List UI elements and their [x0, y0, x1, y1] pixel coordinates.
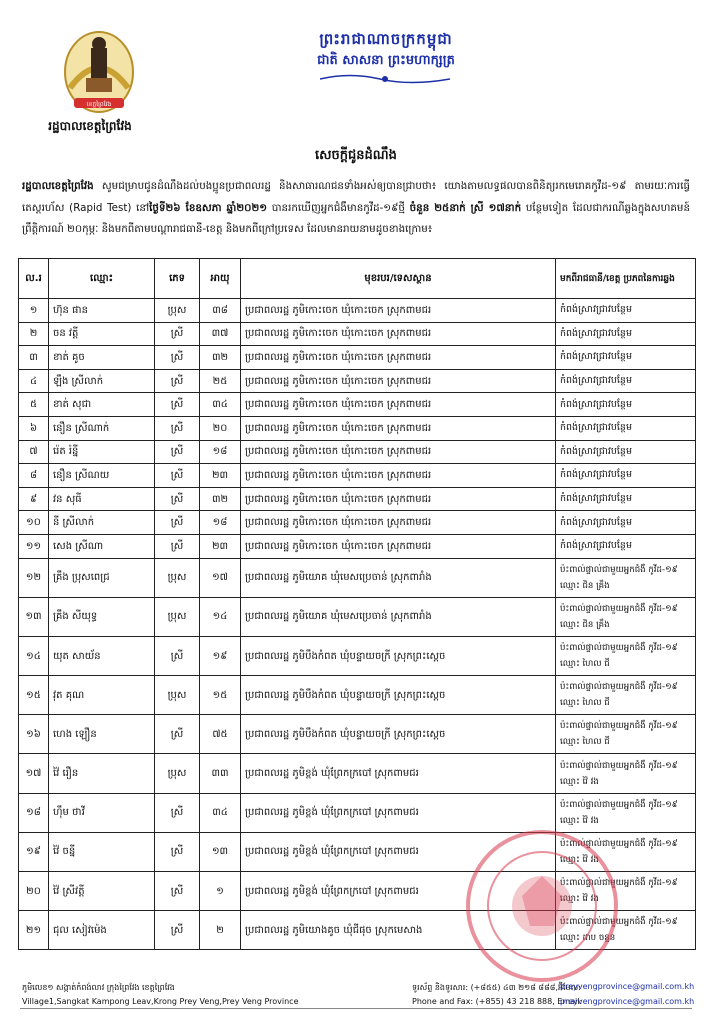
cell-age: ៣៤	[200, 793, 241, 832]
intro-part-1: សូមជម្រាបជូនដំណឹងដល់បងប្អូនប្រជាពលរដ្ឋ និងសាធារណជនទាំងអស់ឲ្យបានជ្រាបថា៖ យោងតាមលទ្ធផលបានពិនិត្យរកមេរោគកូវីដ-១៩ តាមរយៈការធ្វើតេស្តរហ័ស (Rapid Test) នៅ	[22, 180, 690, 214]
footer-email-link-english[interactable]: preyvengprovince@gmail.com.kh	[560, 997, 695, 1006]
header-sex: ភេទ	[155, 259, 200, 299]
cell-age: ១	[200, 872, 241, 911]
cell-name: ឡឹង ស្រីលាក់	[49, 369, 155, 393]
cell-address: ប្រជាពលរដ្ឋ ភូមិកោះចេក ឃុំកោះចេក ស្រុកពាមជរ	[241, 416, 556, 440]
table-row	[19, 299, 696, 323]
cell-address: ប្រជាពលរដ្ឋ ភូមិយោងគូច ឃុំជីផុច ស្រុកមេសាង	[241, 911, 556, 950]
cell-name: វ៉ៃ ចន្នី	[49, 832, 155, 871]
cell-no: ២០	[19, 872, 49, 911]
cell-age: ១៤	[200, 597, 241, 636]
cell-sex: ស្រី	[155, 636, 200, 675]
intro-date: ថ្ងៃទី២៦ ខែឧសភា ឆ្នាំ២០២១	[149, 201, 268, 214]
cell-origin: កំពង់ស្រាវជ្រាវបន្ថែម	[556, 416, 696, 440]
cell-no: ១៨	[19, 793, 49, 832]
table-row	[19, 558, 696, 597]
cell-no: ២១	[19, 911, 49, 950]
intro-paragraph	[22, 176, 690, 241]
table-row	[19, 636, 696, 675]
cell-no: ៤	[19, 369, 49, 393]
cell-age: ៣៤	[200, 393, 241, 417]
cell-address: ប្រជាពលរដ្ឋ ភូមិខ្ពង់ ឃុំព្រែកក្របៅ ស្រុកពាមជរ	[241, 754, 556, 793]
cell-sex: ស្រី	[155, 487, 200, 511]
cell-no: ៧	[19, 440, 49, 464]
intro-count: ចំនួន ២៥នាក់ ស្រី ១៧នាក់	[409, 201, 522, 214]
cell-age: ២៣	[200, 534, 241, 558]
cell-origin: ប៉ះពាល់ផ្ទាល់ជាមួយអ្នកជំងឺ កូវីដ-១៩ ឈ្មោះ វ៉ៃ វង	[556, 872, 696, 911]
cell-origin: កំពង់ស្រាវជ្រាវបន្ថែម	[556, 393, 696, 417]
cell-no: ១៩	[19, 832, 49, 871]
cell-sex: ស្រី	[155, 911, 200, 950]
cell-address: ប្រជាពលរដ្ឋ ភូមិកោះចេក ឃុំកោះចេក ស្រុកពាមជរ	[241, 322, 556, 346]
cell-sex: ស្រី	[155, 464, 200, 488]
cell-address: ប្រជាពលរដ្ឋ ភូមិកោះចេក ឃុំកោះចេក ស្រុកពាមជរ	[241, 487, 556, 511]
intro-part-2: បានរកឃើញអ្នកជំងឺមានកូវីដ-១៩ថ្មី	[267, 201, 410, 214]
cell-name: ហេង ឡឿន	[49, 715, 155, 754]
footer-phone-khmer: ទូរស័ព្ទ និងទូរសារ: (+៨៥៥) ៤៣ ២១៨ ៨៨៨,អ៊ីមែល:	[412, 983, 581, 992]
intro-part-3: បន្ថែមទៀត ដែលជាករណីឆ្លងក្នុងសហគមន៍ ព្រឹត្តិការណ៍ ២០កុម្ភៈ និងមកពីតាមបណ្ដារាជធានី-ខេត្ត និងមកពីក្រៅប្រទេស ដែលមានរាយនាមដូចខាងក្រោម៖	[22, 201, 690, 235]
cell-origin: កំពង់ស្រាវជ្រាវបន្ថែម	[556, 440, 696, 464]
header-name: ឈ្មោះ	[49, 259, 155, 299]
cell-no: ១៣	[19, 597, 49, 636]
cell-sex: ប្រុស	[155, 299, 200, 323]
cell-name: វ៉ៃ ស្រីវត្តី	[49, 872, 155, 911]
official-seal-icon	[462, 826, 622, 986]
cell-name: រ៉េត រ៉ន្នី	[49, 440, 155, 464]
cell-address: ប្រជាពលរដ្ឋ ភូមិខ្ពង់ ឃុំព្រែកក្របៅ ស្រុកពាមជរ	[241, 832, 556, 871]
cell-sex: ស្រី	[155, 322, 200, 346]
cell-age: ២	[200, 911, 241, 950]
table-row	[19, 393, 696, 417]
cell-sex: ស្រី	[155, 832, 200, 871]
cell-name: ខាត់ សុជា	[49, 393, 155, 417]
cell-origin: កំពង់ស្រាវជ្រាវបន្ថែម	[556, 511, 696, 535]
cell-sex: ស្រី	[155, 793, 200, 832]
provincial-emblem-icon	[60, 28, 138, 120]
cell-sex: ស្រី	[155, 872, 200, 911]
cell-sex: ស្រី	[155, 393, 200, 417]
cell-age: ២៣	[200, 464, 241, 488]
cell-address: ប្រជាពលរដ្ឋ ភូមិកោះចេក ឃុំកោះចេក ស្រុកពាមជរ	[241, 511, 556, 535]
cell-name: យុត សាយ័ន	[49, 636, 155, 675]
cell-name: វ៉ៃ រឿន	[49, 754, 155, 793]
cell-origin: កំពង់ស្រាវជ្រាវបន្ថែម	[556, 464, 696, 488]
cell-sex: ស្រី	[155, 715, 200, 754]
cell-sex: ប្រុស	[155, 676, 200, 715]
header-address: មុខរបរ/ទេសស្ថាន	[241, 259, 556, 299]
cell-age: ១៥	[200, 676, 241, 715]
cell-origin: កំពង់ស្រាវជ្រាវបន្ថែម	[556, 487, 696, 511]
cell-age: ១៨	[200, 440, 241, 464]
cell-name: ខាត់ គូច	[49, 346, 155, 370]
cell-origin: កំពង់ស្រាវជ្រាវបន្ថែម	[556, 534, 696, 558]
cell-no: ១០	[19, 511, 49, 535]
table-row	[19, 754, 696, 793]
cell-origin: ប៉ះពាល់ផ្ទាល់ជាមួយអ្នកជំងឺ កូវីដ-១៩ ឈ្មោះ វ៉ៃ វង	[556, 793, 696, 832]
table-row	[19, 534, 696, 558]
cell-address: ប្រជាពលរដ្ឋ ភូមិយោគ ឃុំមេសប្រេចាន់ ស្រុកពារាំង	[241, 558, 556, 597]
ornament-divider-icon	[320, 72, 450, 86]
cell-name: នឿន ស្រីណាក់	[49, 416, 155, 440]
cell-address: ប្រជាពលរដ្ឋ ភូមិខ្ពង់ ឃុំព្រែកក្របៅ ស្រុកពាមជរ	[241, 793, 556, 832]
cell-name: វន សុធី	[49, 487, 155, 511]
emblem-caption: ខេត្តព្រៃវែង	[86, 101, 112, 108]
cell-address: ប្រជាពលរដ្ឋ ភូមិកោះចេក ឃុំកោះចេក ស្រុកពាមជរ	[241, 369, 556, 393]
cell-name: សេង ស្រីណា	[49, 534, 155, 558]
cell-age: ១៣	[200, 832, 241, 871]
cell-name: នី ស្រីលាក់	[49, 511, 155, 535]
table-row	[19, 369, 696, 393]
cell-no: ៦	[19, 416, 49, 440]
cell-age: ៧៥	[200, 715, 241, 754]
cell-no: ១៥	[19, 676, 49, 715]
cell-no: ២	[19, 322, 49, 346]
cell-age: ២០	[200, 416, 241, 440]
footer-address-khmer: ភូមិលេខ១ សង្កាត់កំពង់លាវ ក្រុងព្រៃវែង ខេត្តព្រៃវែង	[22, 983, 175, 992]
cell-address: ប្រជាពលរដ្ឋ ភូមិកោះចេក ឃុំកោះចេក ស្រុកពាមជរ	[241, 299, 556, 323]
table-row	[19, 464, 696, 488]
cell-no: ១៤	[19, 636, 49, 675]
cell-sex: ស្រី	[155, 511, 200, 535]
cell-origin: កំពង់ស្រាវជ្រាវបន្ថែម	[556, 346, 696, 370]
cell-name: គ្រឹង ប្រុសពេជ្រ	[49, 558, 155, 597]
table-row	[19, 440, 696, 464]
national-motto: ជាតិ សាសនា ព្រះមហាក្សត្រ	[317, 53, 455, 68]
cell-no: ៥	[19, 393, 49, 417]
table-header-row	[19, 259, 696, 299]
cell-no: ៨	[19, 464, 49, 488]
cell-sex: ប្រុស	[155, 754, 200, 793]
cell-no: ១	[19, 299, 49, 323]
intro-lead: រដ្ឋបាលខេត្តព្រៃវែង	[22, 180, 94, 192]
cell-name: ចន វត្តី	[49, 322, 155, 346]
cell-origin: ប៉ះពាល់ផ្ទាល់ជាមួយអ្នកជំងឺ កូវីដ-១៩ ឈ្មោះ ហៃល ជី	[556, 636, 696, 675]
cell-age: ៣២	[200, 487, 241, 511]
table-row	[19, 597, 696, 636]
cell-age: ១៨	[200, 511, 241, 535]
header-age: អាយុ	[200, 259, 241, 299]
cell-origin: ប៉ះពាល់ផ្ទាល់ជាមួយអ្នកជំងឺ កូវីដ-១៩ ឈ្មោះ ហៃល ជី	[556, 676, 696, 715]
cell-origin: កំពង់ស្រាវជ្រាវបន្ថែម	[556, 322, 696, 346]
cell-address: ប្រជាពលរដ្ឋ ភូមិកោះចេក ឃុំកោះចេក ស្រុកពាមជរ	[241, 534, 556, 558]
cell-age: ៣៣	[200, 754, 241, 793]
table-row	[19, 322, 696, 346]
cell-age: ១៩	[200, 636, 241, 675]
table-row	[19, 346, 696, 370]
table-row	[19, 715, 696, 754]
footer-email-link[interactable]: preyvengprovince@gmail.com.kh	[560, 982, 695, 991]
cell-name: គ្រឹង សីយុទ្ធ	[49, 597, 155, 636]
cell-sex: ស្រី	[155, 346, 200, 370]
issuing-authority: រដ្ឋបាលខេត្តព្រៃវែង	[48, 119, 132, 133]
cell-no: ៩	[19, 487, 49, 511]
cell-age: ៣២	[200, 346, 241, 370]
cell-origin: កំពង់ស្រាវជ្រាវបន្ថែម	[556, 299, 696, 323]
table-row	[19, 487, 696, 511]
cell-origin: ប៉ះពាល់ផ្ទាល់ជាមួយអ្នកជំងឺ កូវីដ-១៩ ឈ្មោះ ជិន គ្រឹង	[556, 558, 696, 597]
cell-name: ជុល សៀវម៉េង	[49, 911, 155, 950]
cell-name: នឿន ស្រីណយ	[49, 464, 155, 488]
cell-age: ២៥	[200, 369, 241, 393]
header-no: ល.រ	[19, 259, 49, 299]
cell-address: ប្រជាពលរដ្ឋ ភូមិកោះចេក ឃុំកោះចេក ស្រុកពាមជរ	[241, 346, 556, 370]
cell-age: ៣៧	[200, 322, 241, 346]
cell-address: ប្រជាពលរដ្ឋ ភូមិកោះចេក ឃុំកោះចេក ស្រុកពាមជរ	[241, 464, 556, 488]
cell-sex: ស្រី	[155, 416, 200, 440]
cell-address: ប្រជាពលរដ្ឋ ភូមិបឹងកំពត ឃុំបន្ទាយចក្រី ស្រុកព្រះស្ដេច	[241, 636, 556, 675]
cell-name: ហ៊ុន ផាន	[49, 299, 155, 323]
document-title: សេចក្ដីជូនដំណឹង	[315, 148, 397, 163]
cell-no: ៣	[19, 346, 49, 370]
cell-age: ១៧	[200, 558, 241, 597]
cell-no: ១៦	[19, 715, 49, 754]
cell-age: ៣៨	[200, 299, 241, 323]
cell-name: ហ៊ឹម ថាវី	[49, 793, 155, 832]
cell-address: ប្រជាពលរដ្ឋ ភូមិកោះចេក ឃុំកោះចេក ស្រុកពាមជរ	[241, 440, 556, 464]
cell-no: ១៧	[19, 754, 49, 793]
footer-divider	[20, 1008, 692, 1009]
cell-address: ប្រជាពលរដ្ឋ ភូមិបឹងកំពត ឃុំបន្ទាយចក្រី ស្រុកព្រះស្ដេច	[241, 676, 556, 715]
table-row	[19, 416, 696, 440]
table-row	[19, 676, 696, 715]
cell-address: ប្រជាពលរដ្ឋ ភូមិយោគ ឃុំមេសប្រេចាន់ ស្រុកពារាំង	[241, 597, 556, 636]
cell-origin: កំពង់ស្រាវជ្រាវបន្ថែម	[556, 369, 696, 393]
cell-origin: ប៉ះពាល់ផ្ទាល់ជាមួយអ្នកជំងឺ កូវីដ-១៩ ឈ្មោះ ដាប ចន្ទន	[556, 911, 696, 950]
cell-origin: ប៉ះពាល់ផ្ទាល់ជាមួយអ្នកជំងឺ កូវីដ-១៩ ឈ្មោះ ជិន គ្រឹង	[556, 597, 696, 636]
cell-origin: ប៉ះពាល់ផ្ទាល់ជាមួយអ្នកជំងឺ កូវីដ-១៩ ឈ្មោះ វ៉ៃ វង	[556, 832, 696, 871]
table-row	[19, 511, 696, 535]
header-origin: មកពីរាជធានី/ខេត្ត ប្រភពនៃការឆ្លង	[556, 259, 696, 299]
cell-sex: ប្រុស	[155, 597, 200, 636]
cell-address: ប្រជាពលរដ្ឋ ភូមិខ្ពង់ ឃុំព្រែកក្របៅ ស្រុកពាមជរ	[241, 872, 556, 911]
footer-phone-english: Phone and Fax: (+855) 43 218 888, Email:	[412, 997, 583, 1006]
cell-origin: ប៉ះពាល់ផ្ទាល់ជាមួយអ្នកជំងឺ កូវីដ-១៩ ឈ្មោះ វ៉ៃ វង	[556, 754, 696, 793]
cell-origin: ប៉ះពាល់ផ្ទាល់ជាមួយអ្នកជំងឺ កូវីដ-១៩ ឈ្មោះ ហៃល ជី	[556, 715, 696, 754]
kingdom-heading: ព្រះរាជាណាចក្រកម្ពុជា	[319, 30, 453, 48]
footer-address-english: Village1,Sangkat Kampong Leav,Krong Prey Veng,Prey Veng Province	[22, 997, 299, 1006]
cell-name: វុត គុណ	[49, 676, 155, 715]
cell-address: ប្រជាពលរដ្ឋ ភូមិបឹងកំពត ឃុំបន្ទាយចក្រី ស្រុកព្រះស្ដេច	[241, 715, 556, 754]
cell-sex: ស្រី	[155, 440, 200, 464]
cell-address: ប្រជាពលរដ្ឋ ភូមិកោះចេក ឃុំកោះចេក ស្រុកពាមជរ	[241, 393, 556, 417]
cell-no: ១២	[19, 558, 49, 597]
cell-sex: ស្រី	[155, 369, 200, 393]
cell-sex: ស្រី	[155, 534, 200, 558]
cell-no: ១១	[19, 534, 49, 558]
cell-sex: ប្រុស	[155, 558, 200, 597]
